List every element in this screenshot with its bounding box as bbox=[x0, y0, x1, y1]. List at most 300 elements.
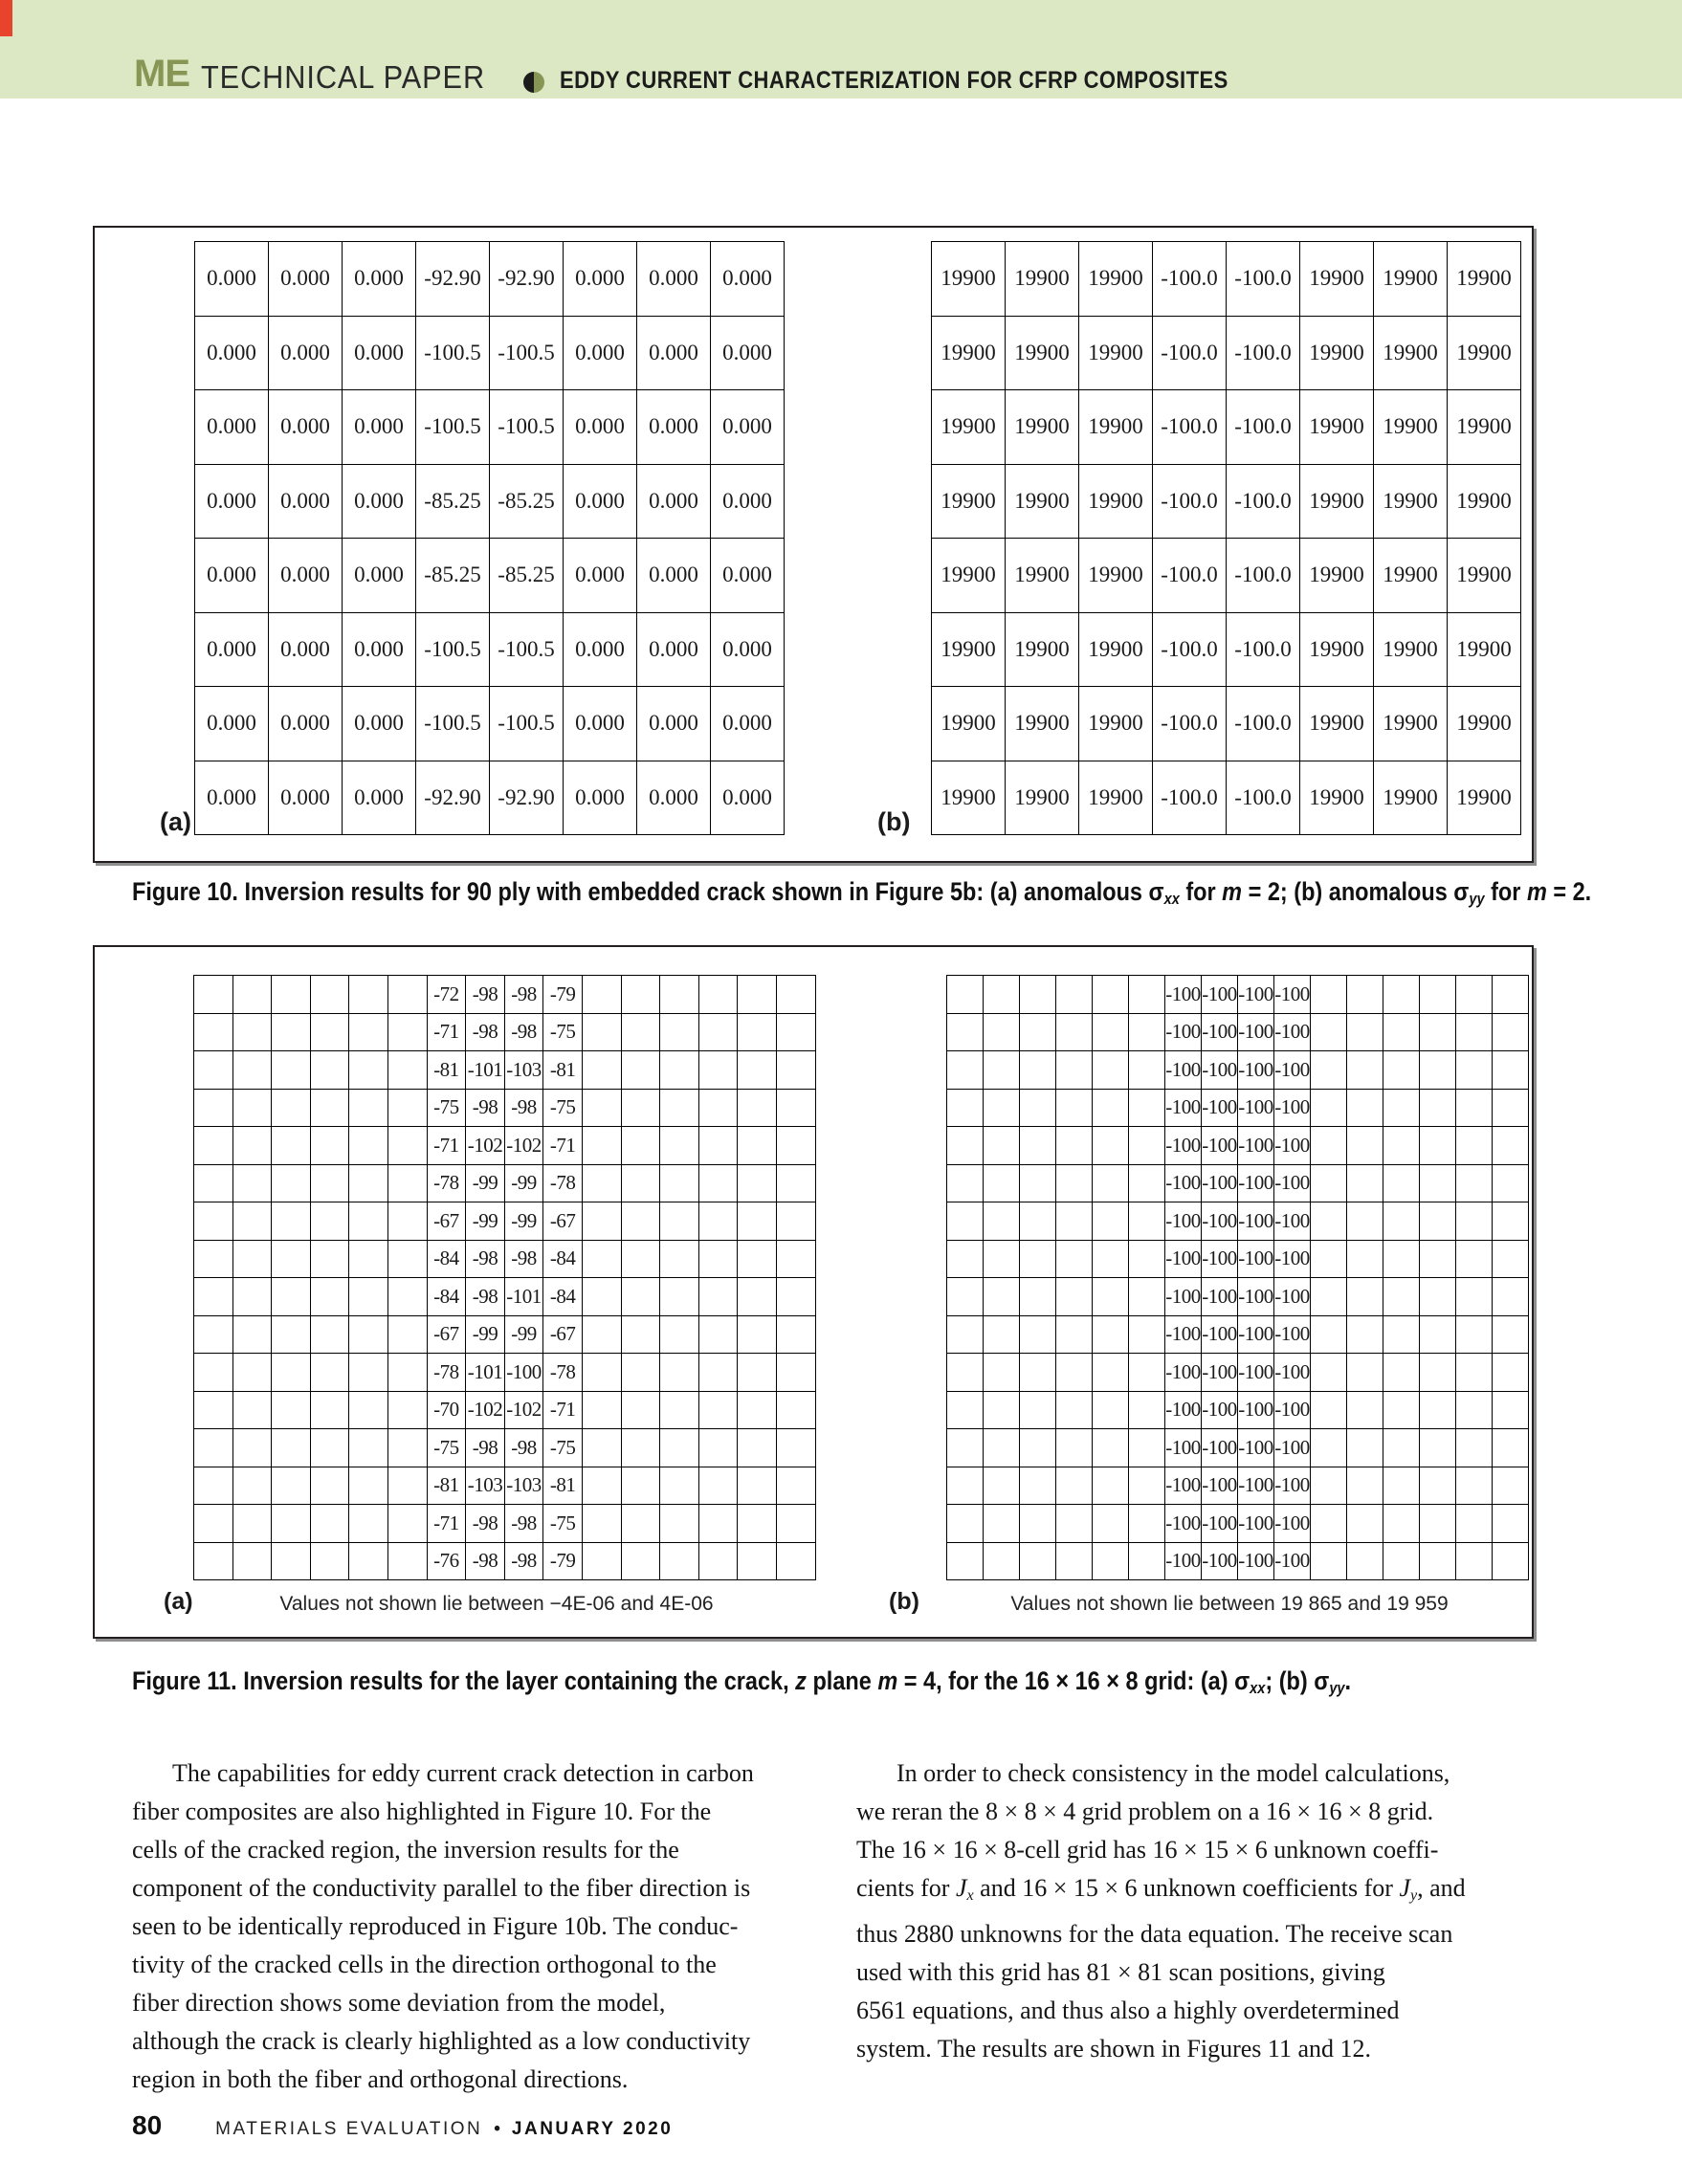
table-cell bbox=[947, 1542, 984, 1580]
figure-10-caption bbox=[132, 876, 1591, 909]
table-cell bbox=[1493, 1013, 1529, 1051]
table-cell: 0.000 bbox=[269, 390, 343, 465]
table-cell: -100 bbox=[1274, 1315, 1311, 1354]
table-cell: 0.000 bbox=[343, 761, 416, 835]
table-cell bbox=[698, 1505, 738, 1543]
text-segment: σ bbox=[1314, 1666, 1330, 1695]
table-cell bbox=[1129, 1467, 1165, 1505]
table-cell bbox=[1129, 1089, 1165, 1127]
table-cell bbox=[1456, 1202, 1493, 1241]
figure-11-box bbox=[93, 945, 1534, 1639]
table-cell bbox=[698, 1315, 738, 1354]
table-cell: 0.000 bbox=[711, 242, 785, 317]
table-cell bbox=[1093, 976, 1129, 1014]
table-cell bbox=[621, 1429, 660, 1467]
body-column-right bbox=[856, 1754, 1466, 2068]
table-cell bbox=[1347, 976, 1383, 1014]
table-cell bbox=[1093, 1429, 1129, 1467]
table-cell: 19900 bbox=[932, 539, 1006, 613]
table-cell: 0.000 bbox=[343, 539, 416, 613]
table-row bbox=[947, 1429, 1529, 1467]
table-cell bbox=[621, 1164, 660, 1202]
table-cell bbox=[776, 1240, 815, 1278]
text-line bbox=[856, 1793, 1466, 1831]
table-cell bbox=[194, 1127, 233, 1165]
table-cell bbox=[984, 1505, 1020, 1543]
table-cell: -98 bbox=[504, 976, 543, 1014]
table-cell: 19900 bbox=[1374, 390, 1448, 465]
table-cell: 19900 bbox=[932, 687, 1006, 761]
table-cell bbox=[349, 1278, 388, 1316]
table-cell: -98 bbox=[466, 1278, 505, 1316]
table-cell bbox=[349, 1051, 388, 1090]
table-cell: -72 bbox=[427, 976, 466, 1014]
table-cell bbox=[1093, 1278, 1129, 1316]
table-cell: -67 bbox=[427, 1202, 466, 1241]
text-segment: we reran the 8 × 8 × 4 grid problem on a 16 × 16 × 8 grid. bbox=[856, 1798, 1434, 1825]
table-cell: 19900 bbox=[1079, 761, 1153, 835]
table-cell: -78 bbox=[543, 1164, 583, 1202]
table-cell: -100 bbox=[1202, 1240, 1238, 1278]
table-cell bbox=[776, 1051, 815, 1090]
table-row bbox=[932, 687, 1521, 761]
text-segment: σ bbox=[1453, 877, 1470, 906]
table-cell: -100.5 bbox=[490, 687, 564, 761]
table-cell bbox=[194, 1164, 233, 1202]
table-cell: -92.90 bbox=[490, 242, 564, 317]
table-cell: 19900 bbox=[932, 464, 1006, 539]
table-cell: -84 bbox=[427, 1278, 466, 1316]
article-title: EDDY CURRENT CHARACTERIZATION FOR CFRP COMPOSITES bbox=[560, 67, 1228, 94]
table-cell: -100 bbox=[504, 1354, 543, 1392]
table-cell bbox=[194, 1542, 233, 1580]
table-cell: -102 bbox=[466, 1127, 505, 1165]
table-cell bbox=[232, 1013, 272, 1051]
text-segment: z bbox=[795, 1666, 807, 1695]
table-cell bbox=[947, 1240, 984, 1278]
table-cell bbox=[1420, 1467, 1456, 1505]
table-cell: 0.000 bbox=[195, 464, 269, 539]
table-cell bbox=[310, 1240, 349, 1278]
table-cell bbox=[1383, 1164, 1420, 1202]
table-cell bbox=[194, 1240, 233, 1278]
table-cell: 19900 bbox=[932, 390, 1006, 465]
text-segment: yy bbox=[1469, 890, 1485, 909]
table-cell: -102 bbox=[466, 1391, 505, 1429]
table-cell bbox=[738, 1127, 777, 1165]
table-cell bbox=[984, 1051, 1020, 1090]
table-cell bbox=[621, 1391, 660, 1429]
table-cell: -100 bbox=[1165, 1051, 1202, 1090]
table-cell: 0.000 bbox=[343, 316, 416, 390]
table-cell: 19900 bbox=[1300, 612, 1374, 687]
table-cell bbox=[1093, 1013, 1129, 1051]
table-cell bbox=[232, 1467, 272, 1505]
logo-bullet-icon bbox=[523, 72, 544, 93]
table-row bbox=[194, 1505, 816, 1543]
table-cell bbox=[698, 1202, 738, 1241]
table-cell: -85.25 bbox=[490, 464, 564, 539]
table-cell bbox=[621, 1315, 660, 1354]
table-cell bbox=[582, 1089, 621, 1127]
figure-10-label-b: (b) bbox=[877, 807, 911, 836]
table-cell bbox=[1493, 1051, 1529, 1090]
table-cell bbox=[1456, 1391, 1493, 1429]
table-cell: -71 bbox=[427, 1127, 466, 1165]
table-row bbox=[947, 1013, 1529, 1051]
table-cell bbox=[1383, 1542, 1420, 1580]
table-cell bbox=[194, 976, 233, 1014]
table-cell: -100.5 bbox=[490, 612, 564, 687]
table-cell bbox=[1456, 976, 1493, 1014]
table-cell bbox=[738, 1164, 777, 1202]
table-cell bbox=[194, 1089, 233, 1127]
table-cell bbox=[582, 1240, 621, 1278]
table-cell: -100 bbox=[1238, 1164, 1274, 1202]
table-cell bbox=[1347, 1202, 1383, 1241]
corner-accent-mark bbox=[0, 0, 12, 36]
table-cell bbox=[1456, 1240, 1493, 1278]
table-cell bbox=[947, 1354, 984, 1392]
table-cell: 0.000 bbox=[564, 242, 637, 317]
table-cell: -100 bbox=[1238, 1051, 1274, 1090]
header-band bbox=[0, 0, 1682, 99]
table-cell bbox=[310, 976, 349, 1014]
table-cell bbox=[738, 1391, 777, 1429]
table-cell bbox=[776, 976, 815, 1014]
table-cell bbox=[738, 1240, 777, 1278]
table-cell bbox=[1093, 1505, 1129, 1543]
table-cell bbox=[1129, 1505, 1165, 1543]
table-cell bbox=[1383, 1429, 1420, 1467]
table-cell bbox=[1347, 1127, 1383, 1165]
table-cell: -67 bbox=[543, 1315, 583, 1354]
table-row bbox=[932, 464, 1521, 539]
table-cell: 19900 bbox=[1448, 612, 1521, 687]
table-cell bbox=[387, 1278, 427, 1316]
table-cell bbox=[1420, 1315, 1456, 1354]
text-line bbox=[132, 1984, 754, 2022]
table-cell: -98 bbox=[504, 1505, 543, 1543]
table-cell bbox=[1020, 1127, 1056, 1165]
figure-11-caption bbox=[132, 1666, 1351, 1698]
text-segment: used with this grid has 81 × 81 scan positions, giving bbox=[856, 1958, 1385, 1987]
table-cell bbox=[947, 1051, 984, 1090]
table-cell bbox=[1420, 1240, 1456, 1278]
table-cell bbox=[310, 1354, 349, 1392]
text-segment: ; (b) bbox=[1265, 1666, 1315, 1695]
table-cell bbox=[698, 1278, 738, 1316]
table-cell bbox=[582, 1127, 621, 1165]
table-cell bbox=[1311, 1505, 1347, 1543]
table-cell bbox=[1347, 1354, 1383, 1392]
table-cell bbox=[582, 1202, 621, 1241]
text-segment: Figure 10. Inversion results for 90 ply with embedded crack shown in Figure 5b: (a) anomalous bbox=[132, 877, 1149, 906]
table-cell bbox=[272, 1013, 311, 1051]
table-cell: -100 bbox=[1202, 1089, 1238, 1127]
table-cell: 19900 bbox=[932, 242, 1006, 317]
table-cell bbox=[1347, 1429, 1383, 1467]
table-cell bbox=[1456, 1354, 1493, 1392]
table-cell: -100 bbox=[1202, 1505, 1238, 1543]
table-cell bbox=[660, 1051, 699, 1090]
table-cell bbox=[310, 1127, 349, 1165]
table-cell: -92.90 bbox=[490, 761, 564, 835]
table-row bbox=[194, 1164, 816, 1202]
table-cell: -100.0 bbox=[1227, 464, 1300, 539]
table-cell bbox=[1347, 1542, 1383, 1580]
table-cell: -100 bbox=[1238, 1542, 1274, 1580]
table-cell bbox=[272, 1354, 311, 1392]
table-cell: 19900 bbox=[932, 761, 1006, 835]
table-cell bbox=[1311, 1013, 1347, 1051]
table-cell bbox=[1420, 1278, 1456, 1316]
table-cell bbox=[1456, 1089, 1493, 1127]
table-cell bbox=[660, 1315, 699, 1354]
table-cell bbox=[947, 1127, 984, 1165]
table-cell: 0.000 bbox=[269, 612, 343, 687]
table-cell: 19900 bbox=[1300, 539, 1374, 613]
table-cell: 19900 bbox=[1079, 612, 1153, 687]
table-cell: -99 bbox=[504, 1164, 543, 1202]
table-cell bbox=[738, 1278, 777, 1316]
table-cell: 0.000 bbox=[269, 242, 343, 317]
table-cell bbox=[660, 1354, 699, 1392]
table-cell bbox=[947, 1278, 984, 1316]
text-segment: The capabilities for eddy current crack detection in carbon bbox=[172, 1759, 754, 1787]
table-cell: 0.000 bbox=[343, 687, 416, 761]
table-row bbox=[932, 242, 1521, 317]
table-cell bbox=[1311, 1429, 1347, 1467]
table-cell: 19900 bbox=[1079, 390, 1153, 465]
table-cell bbox=[738, 1467, 777, 1505]
text-segment: fiber direction shows some deviation from the model, bbox=[132, 1989, 666, 2017]
text-segment: y bbox=[1409, 1887, 1418, 1905]
text-line bbox=[132, 2022, 754, 2061]
table-cell: 0.000 bbox=[269, 316, 343, 390]
table-cell: 0.000 bbox=[195, 390, 269, 465]
table-cell bbox=[1020, 1240, 1056, 1278]
table-row bbox=[947, 1315, 1529, 1354]
table-cell: -100 bbox=[1274, 1013, 1311, 1051]
table-cell bbox=[1056, 1354, 1093, 1392]
table-cell bbox=[1129, 1202, 1165, 1241]
table-cell bbox=[1056, 1505, 1093, 1543]
table-cell bbox=[272, 1467, 311, 1505]
table-cell: 0.000 bbox=[195, 316, 269, 390]
table-cell bbox=[310, 1278, 349, 1316]
table-cell: 19900 bbox=[1079, 464, 1153, 539]
table-cell: -100 bbox=[1165, 1505, 1202, 1543]
table-cell: -84 bbox=[543, 1278, 583, 1316]
table-cell bbox=[272, 1278, 311, 1316]
table-cell bbox=[310, 1505, 349, 1543]
table-cell bbox=[660, 1127, 699, 1165]
table-cell bbox=[1093, 1391, 1129, 1429]
table-cell: -98 bbox=[466, 1240, 505, 1278]
table-cell: -75 bbox=[543, 1013, 583, 1051]
table-cell: 19900 bbox=[1448, 761, 1521, 835]
table-cell: -100.5 bbox=[490, 316, 564, 390]
table-row bbox=[194, 1542, 816, 1580]
table-cell bbox=[1020, 1089, 1056, 1127]
table-cell: 0.000 bbox=[564, 539, 637, 613]
table-cell bbox=[1383, 1013, 1420, 1051]
table-cell: -100 bbox=[1202, 1202, 1238, 1241]
table-cell: -100 bbox=[1274, 1240, 1311, 1278]
table-row bbox=[194, 1278, 816, 1316]
table-cell bbox=[1420, 976, 1456, 1014]
table-cell bbox=[947, 1505, 984, 1543]
table-cell: -98 bbox=[466, 1505, 505, 1543]
table-cell bbox=[1493, 976, 1529, 1014]
table-cell: 0.000 bbox=[195, 242, 269, 317]
table-cell: -100 bbox=[1274, 1127, 1311, 1165]
table-cell bbox=[232, 1089, 272, 1127]
table-cell bbox=[310, 1051, 349, 1090]
table-cell: -100 bbox=[1274, 1505, 1311, 1543]
table-cell: -98 bbox=[504, 1240, 543, 1278]
table-cell bbox=[776, 1315, 815, 1354]
table-cell bbox=[1420, 1089, 1456, 1127]
table-cell bbox=[984, 976, 1020, 1014]
table-cell: -103 bbox=[504, 1467, 543, 1505]
figure-10-table-b bbox=[931, 241, 1521, 835]
table-cell: -100.0 bbox=[1153, 390, 1227, 465]
table-cell: -100.5 bbox=[416, 316, 490, 390]
table-cell bbox=[738, 1202, 777, 1241]
table-cell bbox=[1020, 1467, 1056, 1505]
table-cell: -100 bbox=[1165, 1240, 1202, 1278]
text-line bbox=[132, 1754, 754, 1793]
table-cell: -100 bbox=[1165, 1013, 1202, 1051]
table-cell: -101 bbox=[504, 1278, 543, 1316]
footer bbox=[132, 2110, 673, 2141]
table-cell bbox=[1056, 1127, 1093, 1165]
table-cell bbox=[1311, 976, 1347, 1014]
table-cell: -100 bbox=[1202, 1278, 1238, 1316]
table-cell bbox=[660, 976, 699, 1014]
table-cell: -75 bbox=[427, 1429, 466, 1467]
table-row bbox=[194, 1013, 816, 1051]
table-cell bbox=[621, 976, 660, 1014]
table-cell bbox=[194, 1429, 233, 1467]
footer-bullet: • bbox=[494, 2119, 500, 2139]
table-cell: -100 bbox=[1238, 1391, 1274, 1429]
table-cell: 19900 bbox=[1006, 316, 1079, 390]
table-cell: -100 bbox=[1165, 1542, 1202, 1580]
table-cell: -100.0 bbox=[1153, 687, 1227, 761]
table-cell: -85.25 bbox=[490, 539, 564, 613]
table-cell: -100 bbox=[1165, 1354, 1202, 1392]
table-cell bbox=[984, 1202, 1020, 1241]
table-cell: 0.000 bbox=[637, 464, 711, 539]
table-cell bbox=[232, 1505, 272, 1543]
table-cell bbox=[1020, 1429, 1056, 1467]
table-cell bbox=[776, 1354, 815, 1392]
table-cell: 19900 bbox=[1006, 464, 1079, 539]
text-segment: xx bbox=[1163, 890, 1180, 909]
table-cell bbox=[1420, 1164, 1456, 1202]
table-cell: -81 bbox=[543, 1467, 583, 1505]
text-line bbox=[132, 1908, 754, 1946]
table-cell bbox=[194, 1278, 233, 1316]
table-row bbox=[195, 539, 785, 613]
table-cell bbox=[387, 1542, 427, 1580]
table-cell: -75 bbox=[543, 1089, 583, 1127]
table-cell bbox=[387, 1240, 427, 1278]
table-cell: -99 bbox=[466, 1315, 505, 1354]
table-cell bbox=[1347, 1013, 1383, 1051]
table-cell: 0.000 bbox=[711, 316, 785, 390]
table-cell bbox=[349, 1391, 388, 1429]
table-cell bbox=[776, 1542, 815, 1580]
table-cell: -100.5 bbox=[416, 687, 490, 761]
table-cell bbox=[194, 1202, 233, 1241]
table-cell: 0.000 bbox=[637, 242, 711, 317]
table-cell bbox=[776, 1505, 815, 1543]
table-cell: -100 bbox=[1238, 1505, 1274, 1543]
table-row bbox=[194, 1127, 816, 1165]
figure-11-grid-b bbox=[946, 975, 1529, 1580]
table-cell: 19900 bbox=[1079, 242, 1153, 317]
table-cell bbox=[1347, 1315, 1383, 1354]
table-cell bbox=[776, 1467, 815, 1505]
table-cell: -100 bbox=[1165, 1164, 1202, 1202]
table-cell bbox=[1311, 1051, 1347, 1090]
table-cell bbox=[698, 1429, 738, 1467]
table-cell: -100.0 bbox=[1227, 687, 1300, 761]
table-row bbox=[947, 1278, 1529, 1316]
table-cell bbox=[1493, 1278, 1529, 1316]
table-cell bbox=[984, 1278, 1020, 1316]
table-row bbox=[194, 1354, 816, 1392]
table-cell bbox=[349, 1542, 388, 1580]
table-cell: 19900 bbox=[1006, 390, 1079, 465]
table-cell bbox=[660, 1278, 699, 1316]
table-cell: -84 bbox=[543, 1240, 583, 1278]
table-cell bbox=[272, 1164, 311, 1202]
table-cell bbox=[1493, 1127, 1529, 1165]
table-row bbox=[947, 1505, 1529, 1543]
table-cell: -100 bbox=[1202, 1315, 1238, 1354]
table-cell bbox=[1129, 976, 1165, 1014]
table-cell: -99 bbox=[504, 1202, 543, 1241]
table-cell bbox=[582, 1013, 621, 1051]
table-cell bbox=[1129, 1051, 1165, 1090]
table-cell bbox=[738, 1429, 777, 1467]
table-cell: 19900 bbox=[1374, 316, 1448, 390]
table-cell bbox=[1420, 1429, 1456, 1467]
table-cell bbox=[349, 1202, 388, 1241]
table-cell bbox=[272, 976, 311, 1014]
text-segment: for bbox=[1484, 877, 1527, 906]
table-cell bbox=[1456, 1505, 1493, 1543]
table-cell: -100 bbox=[1238, 1278, 1274, 1316]
text-line bbox=[856, 1754, 1466, 1793]
table-cell bbox=[621, 1089, 660, 1127]
table-cell: -100 bbox=[1202, 1429, 1238, 1467]
table-row bbox=[194, 1051, 816, 1090]
table-cell bbox=[349, 1164, 388, 1202]
table-cell bbox=[738, 1505, 777, 1543]
table-cell bbox=[1383, 1354, 1420, 1392]
table-cell: -99 bbox=[466, 1202, 505, 1241]
table-cell bbox=[1129, 1354, 1165, 1392]
table-cell: 0.000 bbox=[637, 687, 711, 761]
table-row bbox=[195, 687, 785, 761]
table-cell bbox=[387, 1202, 427, 1241]
